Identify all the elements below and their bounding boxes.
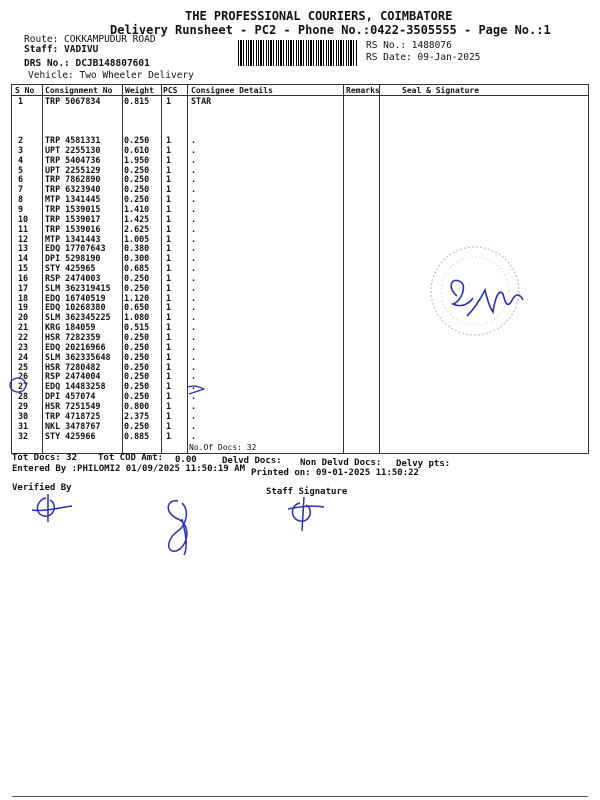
table-row xyxy=(12,184,202,194)
row-consignee: . xyxy=(191,282,197,293)
row-weight: 1.950 xyxy=(124,154,150,165)
table-row xyxy=(12,96,212,106)
row-consignee: . xyxy=(191,263,197,274)
table-row xyxy=(12,273,202,283)
non-delvd-docs: Non Delvd Docs: xyxy=(300,458,382,468)
row-consignment-no: MTP 1341445 xyxy=(45,194,101,205)
table-row xyxy=(12,302,202,312)
tot-cod-value: 0.00 xyxy=(175,455,197,465)
table-row xyxy=(12,135,202,145)
row-pcs: 1 xyxy=(166,282,172,293)
row-consignee: . xyxy=(191,322,197,333)
row-weight: 0.800 xyxy=(124,400,150,411)
col-divider xyxy=(379,85,380,453)
row-consignment-no: TRP 7862890 xyxy=(45,174,101,185)
row-consignment-no: EDQ 16740519 xyxy=(45,292,106,303)
row-weight: 0.250 xyxy=(124,361,150,372)
table-row xyxy=(12,401,202,411)
row-consignee: . xyxy=(191,361,197,372)
row-sno: 14 xyxy=(18,253,29,264)
row-sno: 11 xyxy=(18,223,29,234)
table-row xyxy=(12,342,202,352)
barcode xyxy=(238,40,358,66)
table-row xyxy=(12,411,202,421)
row-consignment-no: TRP 5404736 xyxy=(45,154,101,165)
row-pcs: 1 xyxy=(166,243,172,254)
row-pcs: 1 xyxy=(166,312,172,323)
row-consignment-no: NKL 3478767 xyxy=(45,420,101,431)
table-row xyxy=(12,194,202,204)
route-label: Route: COKKAMPUDUR ROAD xyxy=(24,34,156,45)
header-pcs: PCS xyxy=(163,86,178,95)
row-consignee: . xyxy=(191,154,197,165)
row-consignment-no: TRP 1539016 xyxy=(45,223,101,234)
row-pcs: 1 xyxy=(166,420,172,431)
row-pcs: 1 xyxy=(166,430,172,441)
row-consignment-no: SLM 362335648 xyxy=(45,351,111,362)
verifier-signature xyxy=(28,490,78,526)
table-row xyxy=(12,174,202,184)
row-consignment-no: TRP 5067834 xyxy=(45,96,101,106)
row-sno: 17 xyxy=(18,282,29,293)
table-row xyxy=(12,283,202,293)
drs-number: DRS No.: DCJB148807601 xyxy=(24,58,150,69)
row-sno: 16 xyxy=(18,272,29,283)
row-27-circle-mark xyxy=(6,375,34,397)
row-consignee: . xyxy=(191,213,197,224)
row-consignee: . xyxy=(191,272,197,283)
row-consignee: . xyxy=(191,420,197,431)
row-pcs: 1 xyxy=(166,351,172,362)
row-consignee: . xyxy=(191,341,197,352)
header-consignment: Consignment No xyxy=(45,86,113,95)
row-consignee: . xyxy=(191,400,197,411)
row-sno: 18 xyxy=(18,292,29,303)
row-consignee: . xyxy=(191,194,197,205)
row-weight: 0.300 xyxy=(124,253,150,264)
row-weight: 0.250 xyxy=(124,420,150,431)
table-row xyxy=(12,322,202,332)
row-consignment-no: TRP 1539017 xyxy=(45,213,101,224)
company-name: THE PROFESSIONAL COURIERS, COIMBATORE xyxy=(185,9,453,23)
staff-label: Staff: VADIVU xyxy=(24,44,99,55)
row-pcs: 1 xyxy=(166,391,172,402)
row-consignee: STAR xyxy=(191,96,212,106)
vehicle-label: Vehicle: Two Wheeler Delivery xyxy=(28,70,194,81)
header-consignee: Consignee Details xyxy=(191,86,273,95)
col-divider xyxy=(343,85,344,453)
row-sno: 19 xyxy=(18,302,29,313)
row-sno: 25 xyxy=(18,361,29,372)
header-remarks: Remarks xyxy=(346,86,380,95)
row-weight: 0.250 xyxy=(124,351,150,362)
row-pcs: 1 xyxy=(166,144,172,155)
row-consignment-no: HSR 7251549 xyxy=(45,400,101,411)
row-pcs: 1 xyxy=(166,223,172,234)
row-pcs: 1 xyxy=(166,194,172,205)
row-pcs: 1 xyxy=(166,174,172,185)
table-row xyxy=(12,263,202,273)
tot-docs: Tot Docs: 32 xyxy=(12,453,78,463)
row-sno: 32 xyxy=(18,430,29,441)
rs-number: RS No.: 1488076 xyxy=(366,40,452,51)
entered-by: Entered By :PHILOMI2 01/09/2025 11:50:19 AM xyxy=(12,464,245,474)
row-sno: 3 xyxy=(18,144,24,155)
table-row xyxy=(12,293,202,303)
row-weight: 0.250 xyxy=(124,184,150,195)
row-weight: 1.120 xyxy=(124,292,150,303)
row-sno: 5 xyxy=(18,164,24,175)
table-row xyxy=(12,224,202,234)
row-sno: 6 xyxy=(18,174,24,185)
row-weight: 0.250 xyxy=(124,332,150,342)
row-consignment-no: RSP 2474003 xyxy=(45,272,101,283)
page-bottom-line xyxy=(12,796,588,797)
row-consignment-no: TRP 1539015 xyxy=(45,203,101,214)
row-weight: 2.375 xyxy=(124,410,150,421)
table-row xyxy=(12,145,202,155)
verified-by-label: Verified By xyxy=(12,483,72,493)
row-weight: 1.080 xyxy=(124,312,150,323)
row-weight: 0.380 xyxy=(124,243,150,254)
row-weight: 1.005 xyxy=(124,233,150,244)
rs-date: RS Date: 09-Jan-2025 xyxy=(366,52,481,63)
table-row xyxy=(12,391,202,401)
row-sno: 22 xyxy=(18,332,29,342)
row-consignee: . xyxy=(191,351,197,362)
row-sno: 13 xyxy=(18,243,29,254)
row-sno: 2 xyxy=(18,135,24,145)
row-consignee: . xyxy=(191,233,197,244)
row-weight: 0.650 xyxy=(124,302,150,313)
row-pcs: 1 xyxy=(166,96,172,106)
row-sno: 4 xyxy=(18,154,24,165)
row-pcs: 1 xyxy=(166,361,172,372)
row-weight: 0.610 xyxy=(124,144,150,155)
row-sno: 28 xyxy=(18,391,29,402)
row-pcs: 1 xyxy=(166,332,172,342)
row-pcs: 1 xyxy=(166,341,172,352)
row-consignment-no: STY 425966 xyxy=(45,430,96,441)
row-sno: 8 xyxy=(18,194,24,205)
row-consignee: . xyxy=(191,184,197,195)
header-weight: Weight xyxy=(125,86,154,95)
row-consignee: . xyxy=(191,430,197,441)
row-weight: 0.815 xyxy=(124,96,150,106)
row-sno: 30 xyxy=(18,410,29,421)
header-seal-signature: Seal & Signature xyxy=(402,86,480,95)
row-weight: 0.885 xyxy=(124,430,150,441)
delvd-docs: Delvd Docs: xyxy=(222,456,282,466)
row-pcs: 1 xyxy=(166,213,172,224)
table-row xyxy=(12,431,202,441)
runsheet-title: Delivery Runsheet - PC2 - Phone No.:0422-3505555 - Page No.:1 xyxy=(110,23,551,37)
verifier-initial xyxy=(158,495,198,560)
table-row xyxy=(12,421,202,431)
row-weight: 0.250 xyxy=(124,282,150,293)
row-pcs: 1 xyxy=(166,253,172,264)
row-consignment-no: EDQ 10268380 xyxy=(45,302,106,313)
row-consignee: . xyxy=(191,381,197,392)
table-row xyxy=(12,352,202,362)
row-consignee: . xyxy=(191,292,197,303)
row-consignment-no: DPI 5298190 xyxy=(45,253,101,264)
staff-signature-label: Staff Signature xyxy=(266,487,348,497)
table-row xyxy=(12,371,202,381)
row-pcs: 1 xyxy=(166,154,172,165)
row-weight: 1.410 xyxy=(124,203,150,214)
row-pcs: 1 xyxy=(166,400,172,411)
row-consignee: . xyxy=(191,223,197,234)
row-consignee: . xyxy=(191,164,197,175)
row-pcs: 1 xyxy=(166,292,172,303)
row-sno: 23 xyxy=(18,341,29,352)
row-consignment-no: EDQ 14483258 xyxy=(45,381,106,392)
row-27-tick-mark xyxy=(186,383,210,397)
row-sno: 9 xyxy=(18,203,24,214)
row-weight: 0.250 xyxy=(124,371,150,382)
row-consignment-no: HSR 7282359 xyxy=(45,332,101,342)
row-consignment-no: EDQ 20216966 xyxy=(45,341,106,352)
row-consignment-no: STY 425965 xyxy=(45,263,96,274)
row-pcs: 1 xyxy=(166,371,172,382)
no-of-docs: No.Of Docs: 32 xyxy=(189,443,257,452)
row-weight: 0.250 xyxy=(124,194,150,205)
row-pcs: 1 xyxy=(166,263,172,274)
row-consignment-no: DPI 457074 xyxy=(45,391,96,402)
row-sno: 29 xyxy=(18,400,29,411)
row-weight: 0.250 xyxy=(124,391,150,402)
row-consignee: . xyxy=(191,144,197,155)
receiver-signature xyxy=(445,268,535,338)
staff-signature xyxy=(284,495,329,535)
header-sno: S No xyxy=(15,86,35,95)
row-pcs: 1 xyxy=(166,302,172,313)
table-row xyxy=(12,312,202,322)
table-row xyxy=(12,165,202,175)
row-pcs: 1 xyxy=(166,272,172,283)
row-weight: 0.250 xyxy=(124,381,150,392)
row-consignee: . xyxy=(191,174,197,185)
row-consignment-no: SLM 362345225 xyxy=(45,312,111,323)
row-consignee: . xyxy=(191,312,197,323)
row-pcs: 1 xyxy=(166,135,172,145)
row-consignee: . xyxy=(191,302,197,313)
table-row xyxy=(12,204,202,214)
delvy-pts: Delvy pts: xyxy=(396,459,451,469)
row-consignment-no: TRP 6323940 xyxy=(45,184,101,195)
row-consignee: . xyxy=(191,410,197,421)
row-consignee: . xyxy=(191,203,197,214)
row-sno: 31 xyxy=(18,420,29,431)
row-sno: 10 xyxy=(18,213,29,224)
row-weight: 1.425 xyxy=(124,213,150,224)
row-sno: 7 xyxy=(18,184,24,195)
row-weight: 0.515 xyxy=(124,322,150,333)
row-consignee: . xyxy=(191,332,197,342)
row-consignment-no: SLM 362319415 xyxy=(45,282,111,293)
row-sno: 27 xyxy=(18,381,29,392)
table-row xyxy=(12,253,202,263)
row-weight: 0.685 xyxy=(124,263,150,274)
table-row xyxy=(12,381,202,391)
row-weight: 0.250 xyxy=(124,174,150,185)
row-pcs: 1 xyxy=(166,322,172,333)
row-consignee: . xyxy=(191,135,197,145)
table-row xyxy=(12,243,202,253)
row-pcs: 1 xyxy=(166,381,172,392)
table-row xyxy=(12,362,202,372)
row-consignment-no: HSR 7280482 xyxy=(45,361,101,372)
row-consignment-no: UPT 2255130 xyxy=(45,144,101,155)
table-row xyxy=(12,332,202,342)
row-consignee: . xyxy=(191,253,197,264)
table-row xyxy=(12,214,202,224)
row-sno: 26 xyxy=(18,371,29,382)
row-pcs: 1 xyxy=(166,164,172,175)
row-sno: 15 xyxy=(18,263,29,274)
row-consignment-no: TRP 4581331 xyxy=(45,135,101,145)
row-weight: 0.250 xyxy=(124,341,150,352)
row-weight: 0.250 xyxy=(124,135,150,145)
row-sno: 1 xyxy=(18,96,24,106)
row-pcs: 1 xyxy=(166,410,172,421)
row-consignee: . xyxy=(191,371,197,382)
table-row xyxy=(12,155,202,165)
row-sno: 20 xyxy=(18,312,29,323)
row-consignment-no: MTP 1341443 xyxy=(45,233,101,244)
row-pcs: 1 xyxy=(166,184,172,195)
row-consignment-no: UPT 2255129 xyxy=(45,164,101,175)
row-sno: 24 xyxy=(18,351,29,362)
row-pcs: 1 xyxy=(166,233,172,244)
row-sno: 12 xyxy=(18,233,29,244)
tot-cod-label: Tot COD Amt: xyxy=(98,453,164,463)
printed-on: Printed on: 09-01-2025 11:50:22 xyxy=(251,468,419,478)
row-consignment-no: EDQ 17707643 xyxy=(45,243,106,254)
row-weight: 2.625 xyxy=(124,223,150,234)
row-consignment-no: KRG 184059 xyxy=(45,322,96,333)
row-pcs: 1 xyxy=(166,203,172,214)
row-consignee: . xyxy=(191,243,197,254)
row-sno: 21 xyxy=(18,322,29,333)
row-consignment-no: TRP 4718725 xyxy=(45,410,101,421)
row-consignee: . xyxy=(191,391,197,402)
row-weight: 0.250 xyxy=(124,272,150,283)
row-consignment-no: RSP 2474004 xyxy=(45,371,101,382)
table-row xyxy=(12,234,202,244)
row-weight: 0.250 xyxy=(124,164,150,175)
